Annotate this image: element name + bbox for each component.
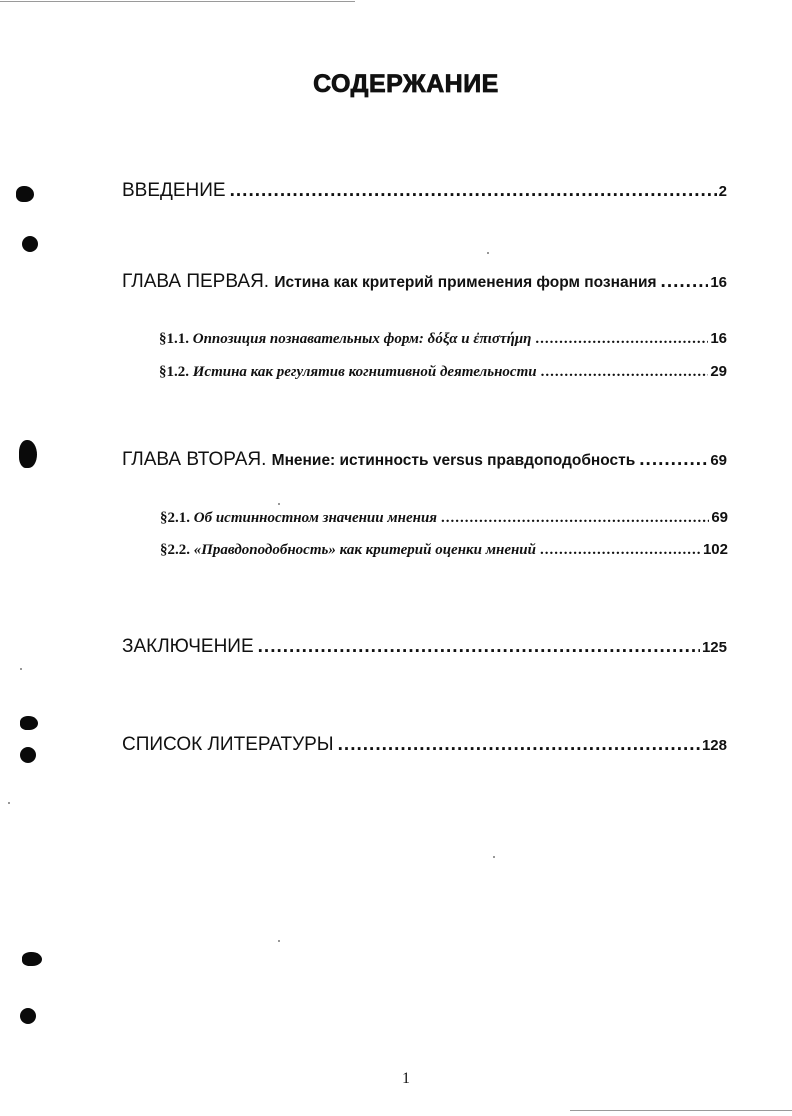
toc-intro-title: ВВЕДЕНИЕ <box>122 180 226 201</box>
toc-chapter-2-page: 69 <box>710 452 727 469</box>
toc-section-2-1-heading <box>160 510 437 527</box>
toc-entry-intro <box>122 180 727 202</box>
toc-leader <box>639 449 708 471</box>
scan-line-top <box>0 1 355 2</box>
toc-chapter-1-page: 16 <box>710 274 727 291</box>
toc-leader <box>540 542 701 559</box>
toc-section-2-2-page: 102 <box>702 541 728 558</box>
toc-leader <box>541 364 709 381</box>
toc-section-1-2-number: §1.2. <box>159 364 189 380</box>
toc-section-1-2-page: 29 <box>710 363 727 380</box>
toc-section-1-1-title: Оппозиция познавательных форм: δόξα и ἐπιστήμη <box>192 331 532 347</box>
toc-section-2-1-number: §2.1. <box>160 510 190 526</box>
toc-section-1-1-heading <box>159 331 531 348</box>
toc-bibliography-title: СПИСОК ЛИТЕРАТУРЫ <box>122 734 334 755</box>
toc-section-2-2-number: §2.2. <box>160 542 190 558</box>
scan-speck <box>278 503 280 505</box>
toc-chapter-2-subtitle: Мнение: истинность versus правдоподобность <box>271 452 636 469</box>
toc-entry-bibliography <box>122 734 727 756</box>
scan-speck <box>20 668 22 670</box>
toc-entry-chapter-1 <box>122 271 727 293</box>
scan-speck <box>493 856 495 858</box>
scan-speck <box>8 802 10 804</box>
toc-chapter-2-heading <box>122 449 635 471</box>
punch-hole-mark <box>16 186 34 202</box>
punch-hole <box>20 1008 36 1024</box>
punch-hole-mark <box>19 440 37 468</box>
punch-hole <box>22 236 38 252</box>
toc-bibliography-page: 128 <box>701 737 727 754</box>
toc-section-1-1-number: §1.1. <box>159 331 189 347</box>
toc-section-2-1-title: Об истинностном значении мнения <box>193 510 438 526</box>
scan-line-bottom <box>570 1110 792 1111</box>
toc-section-2-1-page: 69 <box>711 509 728 526</box>
toc-intro-page: 2 <box>718 183 727 200</box>
punch-hole-mark <box>22 952 42 966</box>
toc-entry-chapter-2 <box>122 449 727 471</box>
toc-section-2-2-heading <box>160 542 536 559</box>
toc-entry-section-1-1 <box>159 330 727 348</box>
punch-hole-mark <box>20 716 38 730</box>
toc-chapter-1-title: ГЛАВА ПЕРВАЯ. <box>122 271 270 292</box>
page-title: СОДЕРЖАНИЕ <box>313 70 499 98</box>
toc-chapter-2-title: ГЛАВА ВТОРАЯ. <box>122 449 267 470</box>
toc-entry-section-2-1 <box>160 509 728 527</box>
toc-leader <box>535 331 708 348</box>
toc-chapter-1-subtitle: Истина как критерий применения форм познания <box>274 274 657 291</box>
toc-entry-conclusion <box>122 636 727 658</box>
toc-conclusion-page: 125 <box>701 639 727 656</box>
punch-hole <box>20 747 36 763</box>
toc-leader <box>338 734 700 756</box>
toc-entry-section-1-2 <box>159 363 727 381</box>
toc-section-1-2-title: Истина как регулятив когнитивной деятельности <box>192 364 537 380</box>
toc-leader <box>258 636 700 658</box>
toc-leader <box>661 271 709 293</box>
page-number: 1 <box>402 1070 410 1087</box>
toc-section-1-1-page: 16 <box>710 330 727 347</box>
scan-speck <box>487 252 489 254</box>
toc-entry-section-2-2 <box>160 541 728 559</box>
toc-leader <box>441 510 709 527</box>
toc-chapter-1-heading <box>122 271 657 293</box>
toc-conclusion-title: ЗАКЛЮЧЕНИЕ <box>122 636 254 657</box>
toc-section-1-2-heading <box>159 364 537 381</box>
toc-leader <box>230 180 717 202</box>
scan-speck <box>278 940 280 942</box>
toc-section-2-2-title: «Правдоподобность» как критерий оценки мнений <box>193 542 536 558</box>
